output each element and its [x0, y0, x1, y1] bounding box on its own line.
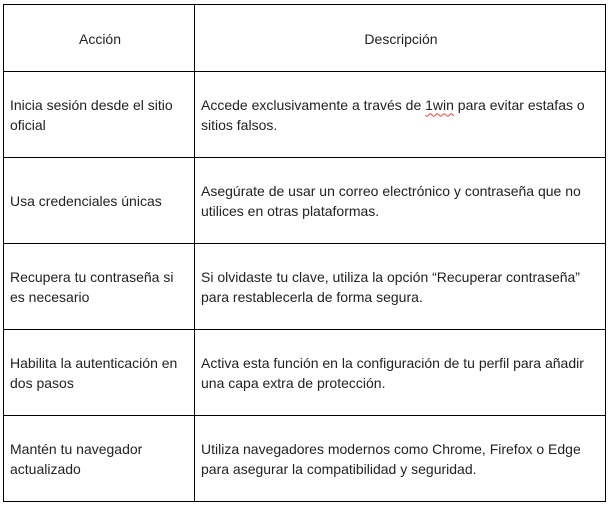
cell-descripcion: Utiliza navegadores modernos como Chrome, Firefox o Edge para asegurar la compatibilidad y seguridad. — [195, 416, 606, 502]
cell-accion: Usa credenciales únicas — [4, 158, 195, 244]
actions-table — [3, 4, 606, 502]
cell-accion: Recupera tu contraseña si es necesario — [4, 244, 195, 330]
table-row — [4, 244, 606, 330]
document-table-container — [3, 4, 606, 502]
table-row — [4, 330, 606, 416]
table-row — [4, 416, 606, 502]
text-segment: para evitar estafas o sitios falsos. — [201, 96, 585, 133]
cell-accion: Mantén tu navegador actualizado — [4, 416, 195, 502]
header-descripcion: Descripción — [195, 5, 606, 72]
header-row — [4, 5, 606, 72]
table-row — [4, 158, 606, 244]
cell-descripcion: Si olvidaste tu clave, utiliza la opción “Recuperar contraseña” para restablecerla de forma segura. — [195, 244, 606, 330]
cell-descripcion — [195, 72, 606, 158]
cell-accion: Inicia sesión desde el sitio oficial — [4, 72, 195, 158]
table-row — [4, 72, 606, 158]
text-segment: Accede exclusivamente a través de — [201, 96, 426, 113]
cell-accion: Habilita la autenticación en dos pasos — [4, 330, 195, 416]
cell-descripcion: Activa esta función en la configuración de tu perfil para añadir una capa extra de protección. — [195, 330, 606, 416]
header-accion: Acción — [4, 5, 195, 72]
spellcheck-marked-word: 1win — [425, 96, 454, 113]
cell-descripcion: Asegúrate de usar un correo electrónico y contraseña que no utilices en otras plataformas. — [195, 158, 606, 244]
